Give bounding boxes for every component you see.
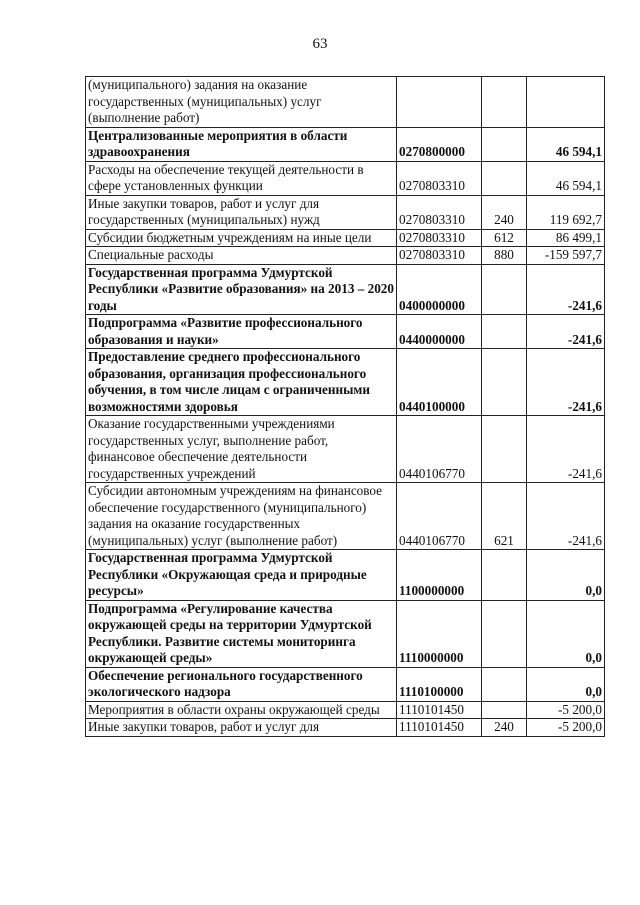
target-article-code-text: 1100000000 [399, 583, 465, 598]
table-row [86, 127, 605, 161]
item-name-text: Иные закупки товаров, работ и услуг для [88, 719, 320, 734]
target-article-code-text: 1110100000 [399, 684, 464, 699]
amount-text: 0,0 [585, 650, 602, 665]
item-name-cell [86, 701, 397, 719]
target-article-code-text: 0440106770 [399, 532, 465, 548]
expense-type-cell [482, 719, 527, 737]
expense-type-cell [482, 127, 527, 161]
amount-cell [527, 264, 605, 315]
target-article-code-cell [397, 264, 482, 315]
amount-text: -241,6 [567, 465, 602, 481]
expense-type-cell [482, 315, 527, 349]
target-article-code-cell [397, 247, 482, 265]
amount-text: -241,6 [567, 297, 602, 313]
amount-text: 119 692,7 [549, 212, 602, 227]
item-name-cell [86, 161, 397, 195]
expense-type-cell [482, 349, 527, 416]
item-name-text: Специальные расходы [88, 247, 214, 262]
item-name-cell [86, 349, 397, 416]
budget-table-body [86, 77, 605, 737]
amount-text: 46 594,1 [555, 178, 602, 193]
item-name-text: Централизованные мероприятия в области здравоохранения [88, 127, 348, 159]
amount-cell [527, 127, 605, 161]
page-number: 63 [312, 36, 328, 52]
target-article-code-cell [397, 416, 482, 483]
budget-table [85, 76, 605, 737]
amount-cell [527, 600, 605, 667]
item-name-text: Оказание государственными учреждениями государственных услуг, выполнение работ, финансовое обеспечение деятельности государственных учреждений [88, 416, 335, 481]
item-name-text: Подпрограмма «Развитие профессионального образования и науки» [88, 315, 363, 347]
target-article-code-text: 0400000000 [399, 297, 465, 313]
target-article-code-text: 1110101450 [399, 701, 464, 717]
expense-type-cell [482, 600, 527, 667]
amount-text: 86 499,1 [555, 229, 602, 245]
target-article-code-text: 0270800000 [399, 144, 465, 159]
expense-type-text: 240 [494, 212, 514, 227]
expense-type-cell [482, 229, 527, 247]
amount-text: -159 597,7 [544, 247, 602, 262]
target-article-code-text: 1110101450 [399, 719, 464, 734]
table-row [86, 349, 605, 416]
item-name-cell [86, 315, 397, 349]
target-article-code-text: 0270803310 [399, 247, 465, 262]
amount-text: -5 200,0 [558, 701, 602, 717]
item-name-text: Субсидии автономным учреждениям на финансовое обеспечение государственного (муниципального) задания на оказание государственных (муниципальных) услуг (выполнение работ) [88, 483, 383, 548]
amount-cell [527, 550, 605, 601]
target-article-code-cell [397, 77, 482, 128]
item-name-text: Мероприятия в области охраны окружающей среды [88, 701, 380, 717]
target-article-code-cell [397, 161, 482, 195]
table-row [86, 77, 605, 128]
expense-type-text: 621 [494, 532, 514, 548]
item-name-cell [86, 195, 397, 229]
target-article-code-cell [397, 229, 482, 247]
expense-type-cell [482, 195, 527, 229]
item-name-text: Государственная программа Удмуртской Республики «Развитие образования» на 2013 – 2020 годы [88, 264, 394, 313]
amount-cell [527, 315, 605, 349]
item-name-text: Предоставление среднего профессионального образования, организация профессионального обучения, в том числе лицам с ограниченными возможностями здоровья [88, 349, 370, 414]
amount-cell [527, 667, 605, 701]
table-row [86, 483, 605, 550]
target-article-code-text: 0440100000 [399, 398, 465, 414]
amount-cell [527, 77, 605, 128]
item-name-cell [86, 416, 397, 483]
table-row [86, 247, 605, 265]
table-row [86, 701, 605, 719]
item-name-cell [86, 127, 397, 161]
target-article-code-text: 0440106770 [399, 465, 465, 481]
target-article-code-cell [397, 315, 482, 349]
amount-cell [527, 161, 605, 195]
amount-text: 0,0 [585, 684, 602, 699]
expense-type-text: 240 [494, 719, 514, 734]
target-article-code-cell [397, 550, 482, 601]
item-name-text: Государственная программа Удмуртской Республики «Окружающая среда и природные ресурсы» [88, 550, 367, 598]
table-row [86, 667, 605, 701]
amount-text: 0,0 [585, 583, 602, 598]
target-article-code-cell [397, 701, 482, 719]
expense-type-text: 612 [494, 229, 514, 245]
item-name-text: Подпрограмма «Регулирование качества окружающей среды на территории Удмуртской Республики. Развитие системы мониторинга окружающей среды» [88, 600, 372, 665]
item-name-text: Расходы на обеспечение текущей деятельности в сфере установленных функции [88, 161, 364, 193]
item-name-cell [86, 483, 397, 550]
amount-text: -241,6 [567, 398, 602, 414]
table-row [86, 600, 605, 667]
table-row [86, 229, 605, 247]
amount-text: -241,6 [567, 331, 602, 347]
expense-type-cell [482, 483, 527, 550]
expense-type-cell [482, 701, 527, 719]
item-name-text: Иные закупки товаров, работ и услуг для государственных (муниципальных) нужд [88, 195, 320, 227]
table-row [86, 161, 605, 195]
item-name-text: (муниципального) задания на оказание государственных (муниципальных) услуг (выполнение работ) [88, 77, 322, 125]
table-row [86, 550, 605, 601]
expense-type-cell [482, 77, 527, 128]
amount-text: -241,6 [567, 532, 602, 548]
expense-type-cell [482, 264, 527, 315]
amount-cell [527, 247, 605, 265]
expense-type-cell [482, 161, 527, 195]
item-name-text: Субсидии бюджетным учреждениям на иные цели [88, 229, 372, 245]
target-article-code-cell [397, 600, 482, 667]
expense-type-cell [482, 247, 527, 265]
item-name-cell [86, 247, 397, 265]
amount-cell [527, 229, 605, 247]
amount-cell [527, 195, 605, 229]
item-name-cell [86, 719, 397, 737]
amount-cell [527, 416, 605, 483]
target-article-code-cell [397, 667, 482, 701]
expense-type-cell [482, 550, 527, 601]
target-article-code-text: 0270803310 [399, 229, 465, 245]
amount-text: -5 200,0 [558, 719, 602, 734]
amount-cell [527, 483, 605, 550]
target-article-code-cell [397, 127, 482, 161]
table-row [86, 195, 605, 229]
amount-cell [527, 719, 605, 737]
item-name-cell [86, 550, 397, 601]
target-article-code-cell [397, 195, 482, 229]
table-row [86, 264, 605, 315]
amount-cell [527, 349, 605, 416]
target-article-code-text: 0270803310 [399, 178, 465, 193]
table-row [86, 719, 605, 737]
item-name-cell [86, 77, 397, 128]
table-row [86, 416, 605, 483]
target-article-code-text: 1110000000 [399, 650, 464, 665]
target-article-code-cell [397, 483, 482, 550]
target-article-code-cell [397, 349, 482, 416]
amount-cell [527, 701, 605, 719]
item-name-text: Обеспечение регионального государственного экологического надзора [88, 667, 363, 699]
target-article-code-cell [397, 719, 482, 737]
expense-type-cell [482, 667, 527, 701]
expense-type-text: 880 [494, 247, 514, 262]
amount-text: 46 594,1 [555, 144, 602, 159]
table-row [86, 315, 605, 349]
item-name-cell [86, 229, 397, 247]
target-article-code-text: 0270803310 [399, 212, 465, 227]
item-name-cell [86, 264, 397, 315]
expense-type-cell [482, 416, 527, 483]
item-name-cell [86, 600, 397, 667]
item-name-cell [86, 667, 397, 701]
target-article-code-text: 0440000000 [399, 331, 465, 347]
